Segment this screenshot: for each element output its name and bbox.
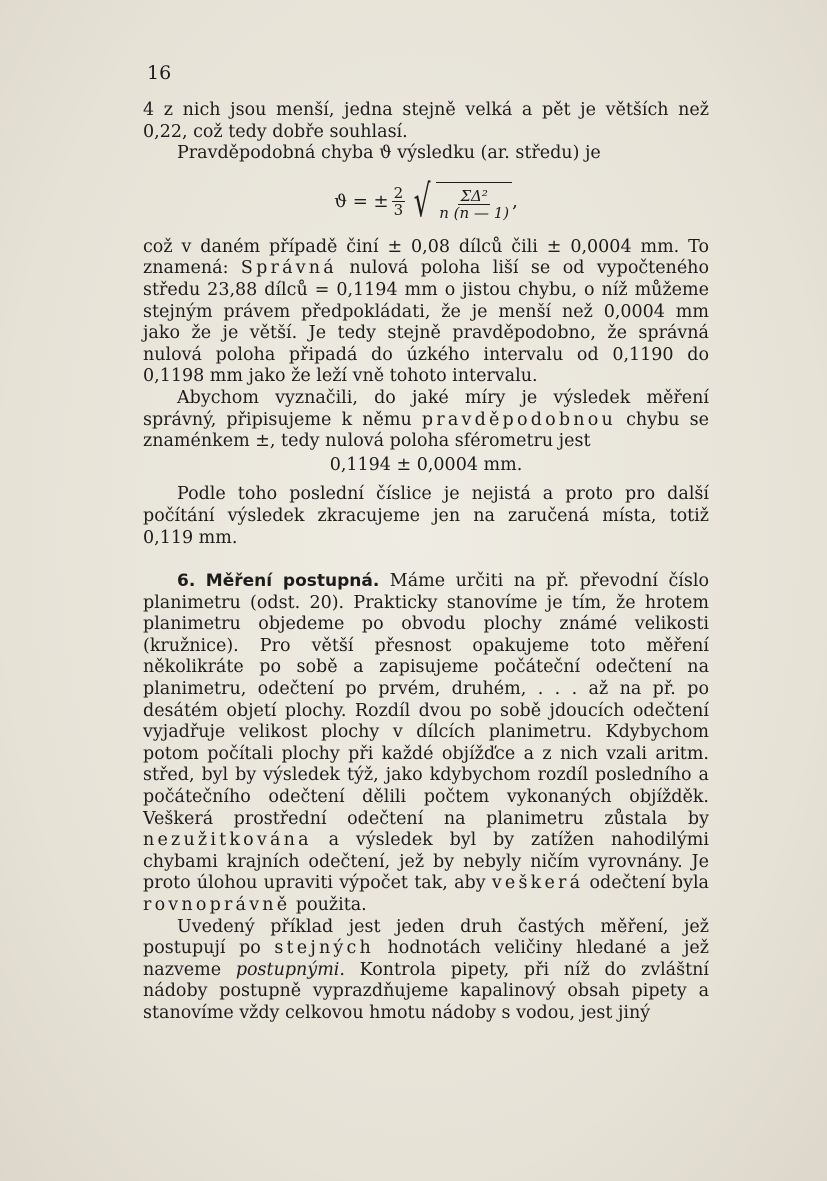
formula-square-root bbox=[408, 175, 512, 227]
s6-spaced-word-1: nezužitkována bbox=[143, 830, 312, 851]
p4-text-a: Abychom vyznačili, do jaké míry je výsledek měření správný, připisujeme k němu bbox=[143, 387, 709, 430]
section-title: Měření postupná. bbox=[205, 571, 380, 592]
p7-text-a: Uvedený příklad jest jeden druh častých měření, jež postupují po bbox=[143, 916, 709, 959]
probable-error-formula bbox=[143, 169, 709, 235]
p7-spaced-word: stejných bbox=[274, 938, 374, 959]
radicand bbox=[436, 182, 512, 221]
s6-spaced-word-3: rovnoprávně bbox=[143, 895, 291, 915]
page-number: 16 bbox=[147, 62, 172, 84]
section-number: 6. bbox=[177, 571, 196, 592]
section-6 bbox=[143, 571, 709, 917]
paragraph-3 bbox=[143, 237, 709, 388]
coef-denominator: 3 bbox=[393, 201, 404, 220]
paragraph-1: 4 z nich jsou menší, jedna stejně velká a pět je větších než 0,22, což tedy dobře souhlasí. bbox=[143, 100, 709, 142]
radicand-denominator: n (n — 1) bbox=[439, 204, 510, 223]
paragraph-5: Podle toho poslední číslice je nejistá a proto pro další počítání výsledek zkracujeme jen na zaručená místa, totiž 0,119 mm. bbox=[143, 484, 709, 548]
p7-italic-term: postupnými bbox=[235, 959, 340, 980]
paragraph-4 bbox=[143, 388, 709, 453]
s6-text-a: Máme určiti na př. převodní číslo planimetru (odst. 20). Prakticky stanovíme je tím, že hrotem planimetru objedeme po obvodu plochy známé velikosti (kružnice). Pro větší přesnost opakujeme toto měření několikráte po sobě a zapisujeme počáteční odečtení na planimetru, odečtení po prvém, druhém, . . . až na př. po desátém objetí plochy. Rozdíl dvou po sobě jdoucích odečtení vyjadřuje velikost plochy v dílcích planimetru. Kdybychom potom počítali plochy při každé objížďce a z nich vzali aritm. střed, byl by výsledek týž, jako kdybychom rozdíl posledního a počátečního odečtení dělili počtem vykonaných objížděk. Veškerá prostřední odečtení na planimetru zůstala by bbox=[143, 571, 709, 829]
p4-spaced-word: pravděpodobnou bbox=[421, 409, 616, 430]
s6-spaced-word-2: veškerá bbox=[491, 873, 584, 894]
p7-text-c: . Kontrola pipety, při níž do zvláštní nádoby postupně vyprazdňujeme kapalinový obsah pipety a stanovíme vždy celkovou hmotu nádoby s vodou, jest jiný bbox=[143, 959, 709, 1023]
result-value: 0,1194 ± 0,0004 mm. bbox=[329, 454, 523, 475]
coef-numerator: 2 bbox=[393, 184, 404, 203]
radicand-fraction bbox=[439, 188, 509, 221]
p4-text-b: chybu se znaménkem ±, tedy nulová poloha sférometru jest bbox=[143, 409, 709, 452]
s6-text-d: použita. bbox=[290, 895, 367, 915]
formula-trail: , bbox=[512, 190, 518, 212]
radicand-numerator: ΣΔ² bbox=[460, 187, 488, 206]
p3-text-a: což v daném případě činí ± 0,08 dílců čili ± 0,0004 mm. To znamená: bbox=[143, 236, 709, 279]
p3-text-b: nulová poloha liší se od vypočteného středu 23,88 dílců = 0,1194 mm o jistou chybu, o níž můžeme stejným právem předpokládati, že je menší než 0,0004 mm jako že je větší. Je tedy stejně pravděpodobno, že správná nulová poloha připadá do úzkého intervalu od 0,1190 do 0,1198 mm jako že leží vně tohoto intervalu. bbox=[143, 258, 709, 387]
radical-sign: √ bbox=[413, 175, 431, 227]
formula-coefficient bbox=[392, 185, 406, 218]
s6-text-b: a výsledek byl by zatížen nahodilými chybami krajních odečtení, jež by nebyly ničím vyrovnány. Je proto úlohou upraviti výpočet tak, aby bbox=[143, 830, 709, 894]
formula-lhs: ϑ = ± bbox=[334, 190, 389, 212]
section-gap bbox=[143, 549, 709, 571]
paragraph-7 bbox=[143, 917, 709, 1025]
paragraph-2-lead: Pravděpodobná chyba ϑ výsledku (ar. středu) je bbox=[177, 143, 601, 164]
body-text bbox=[143, 100, 709, 1025]
p7-text-b: hodnotách veličiny hledané a jež nazveme bbox=[143, 938, 709, 980]
s6-text-c: odečtení byla bbox=[583, 873, 709, 894]
p3-spaced-word: Správná bbox=[240, 258, 337, 279]
